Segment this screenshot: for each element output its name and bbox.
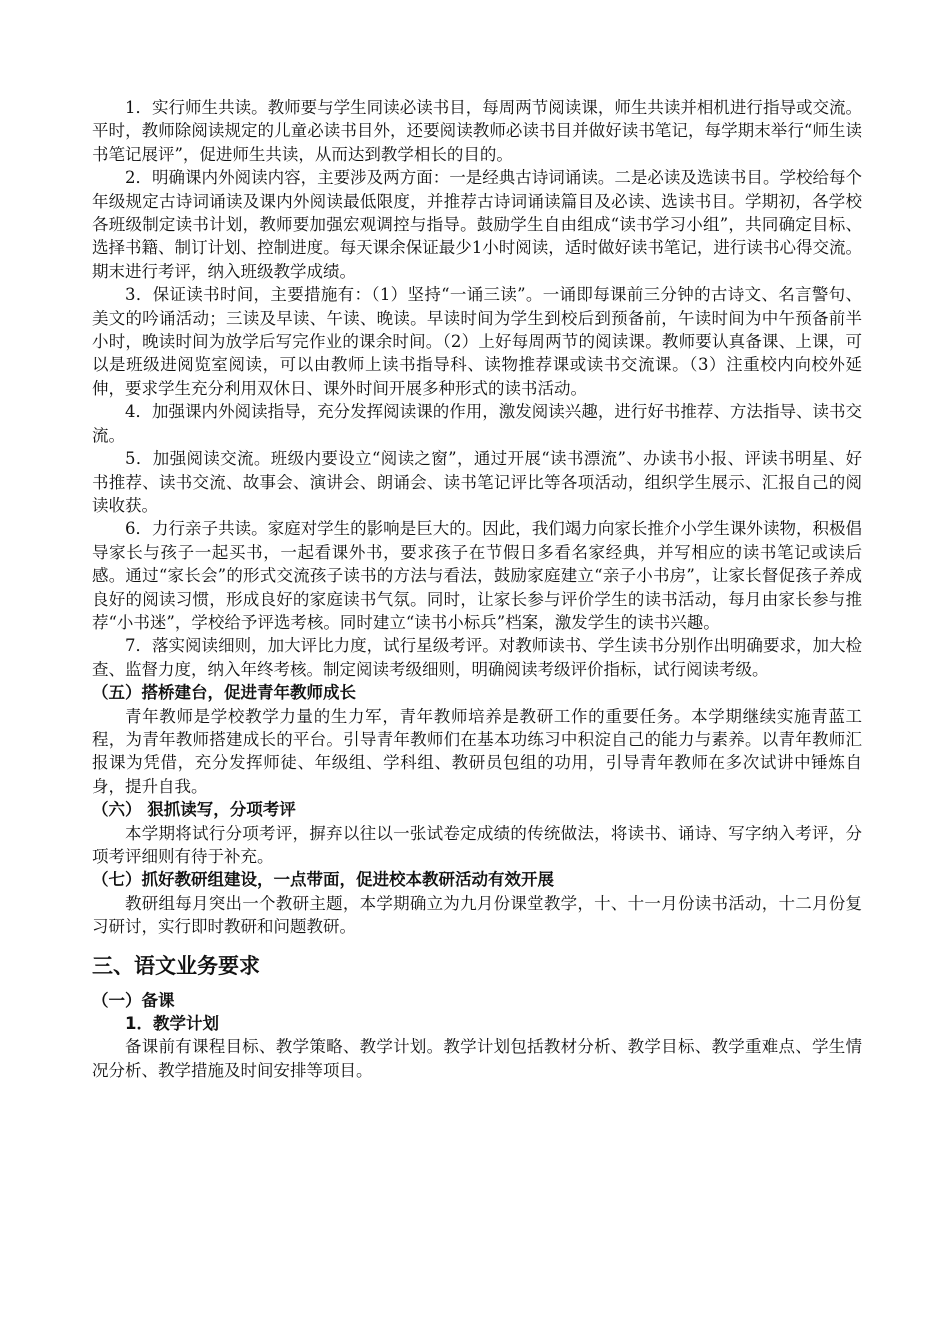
paragraph-reading-4: 4．加强课内外阅读指导，充分发挥阅读课的作用，激发阅读兴趣，进行好书推荐、方法指导、读书交流。 [92,402,862,445]
paragraph-reading-3: 3．保证读书时间，主要措施有：（1）坚持“一诵三读”。一诵即每课前三分钟的古诗文、名言警句、美文的吟诵活动；三读及早读、午读、晚读。早读时间为学生到校后到预备前，午读时间为中午预备前半小时，晚读时间为放学后写完作业的课余时间。（2）上好每周两节的阅读课。教师要认真备课、上课，可以是班级进阅览室阅读，可以由教师上读书指导科、读物推荐课或读书交流课。（3）注重校内向校外延伸，要求学生充分利用双休日、课外时间开展多种形式的读书活动。 [92,285,862,398]
part-3-body: 备课前有课程目标、教学策略、教学计划。教学计划包括教材分析、教学目标、教学重难点、学生情况分析、教学措施及时间安排等项目。 [92,1037,862,1080]
section-7-body: 教研组每月突出一个教研主题，本学期确立为九月份课堂教学，十、十一月份读书活动，十二月份复习研讨，实行即时教研和问题教研。 [92,893,862,937]
part-3-heading: 三、语文业务要求 [92,953,260,978]
section-6-heading: （六） 狠抓读写，分项考评 [92,800,296,820]
section-7-heading: （七）抓好教研组建设，一点带面，促进校本教研活动有效开展 [92,870,554,890]
section-5-body: 青年教师是学校教学力量的生力军，青年教师培养是教研工作的重要任务。本学期继续实施青蓝工程，为青年教师搭建成长的平台。引导青年教师们在基本功练习中积淀自己的能力与素养。以青年教师汇报课为凭借，充分发挥师徒、年级组、学科组、教研员包组的功用，引导青年教师在多次试讲中锤炼自身，提升自我。 [92,706,862,796]
document-page [92,96,862,1082]
part-3-subheading-lesson-prep: （一）备课 [92,990,175,1010]
section-6-body: 本学期将试行分项考评，摒弃以往以一张试卷定成绩的传统做法，将读书、诵诗、写字纳入考评，分项考评细则有待于补充。 [92,823,862,866]
section-5-heading: （五）搭桥建台，促进青年教师成长 [92,683,356,703]
paragraph-reading-6: 6．力行亲子共读。家庭对学生的影响是巨大的。因此，我们竭力向家长推介小学生课外读物，积极倡导家长与孩子一起买书，一起看课外书，要求孩子在节假日多看名家经典，并写相应的读书笔记或读后感。通过“家长会”的形式交流孩子读书的方法与看法，鼓励家庭建立“亲子小书房”，让家长督促孩子养成良好的阅读习惯，形成良好的家庭读书气氛。同时，让家长参与评价学生的读书活动，每月由家长参与推荐“小书迷”，学校给予评选考核。同时建立“读书小标兵”档案，激发学生的读书兴趣。 [92,519,862,632]
part-3-item-teaching-plan: 1．教学计划 [125,1014,219,1034]
paragraph-reading-5: 5．加强阅读交流。班级内要设立“阅读之窗”，通过开展“读书漂流”、办读书小报、评读书明星、好书推荐、读书交流、故事会、演讲会、朗诵会、读书笔记评比等各项活动，组织学生展示、汇报自己的阅读收获。 [92,449,862,515]
paragraph-reading-2: 2．明确课内外阅读内容，主要涉及两方面：一是经典古诗词诵读。二是必读及选读书目。学校给每个年级规定古诗词诵读及课内外阅读最低限度，并推荐古诗词诵读篇目及必读、选读书目。学期初，各学校各班级制定读书计划，教师要加强宏观调控与指导。鼓励学生自由组成“读书学习小组”，共同确定目标、选择书籍、制订计划、控制进度。每天课余保证最少1小时阅读，适时做好读书笔记，进行读书心得交流。期末进行考评，纳入班级教学成绩。 [92,168,862,281]
paragraph-reading-1: 1．实行师生共读。教师要与学生同读必读书目，每周两节阅读课，师生共读并相机进行指导或交流。平时，教师除阅读规定的儿童必读书目外，还要阅读教师必读书目并做好读书笔记，每学期末举行“师生读书笔记展评”，促进师生共读，从而达到教学相长的目的。 [92,98,862,164]
paragraph-reading-7: 7．落实阅读细则，加大评比力度，试行星级考评。对教师读书、学生读书分别作出明确要求，加大检查、监督力度，纳入年终考核。制定阅读考级细则，明确阅读考级评价指标，试行阅读考级。 [92,636,862,679]
